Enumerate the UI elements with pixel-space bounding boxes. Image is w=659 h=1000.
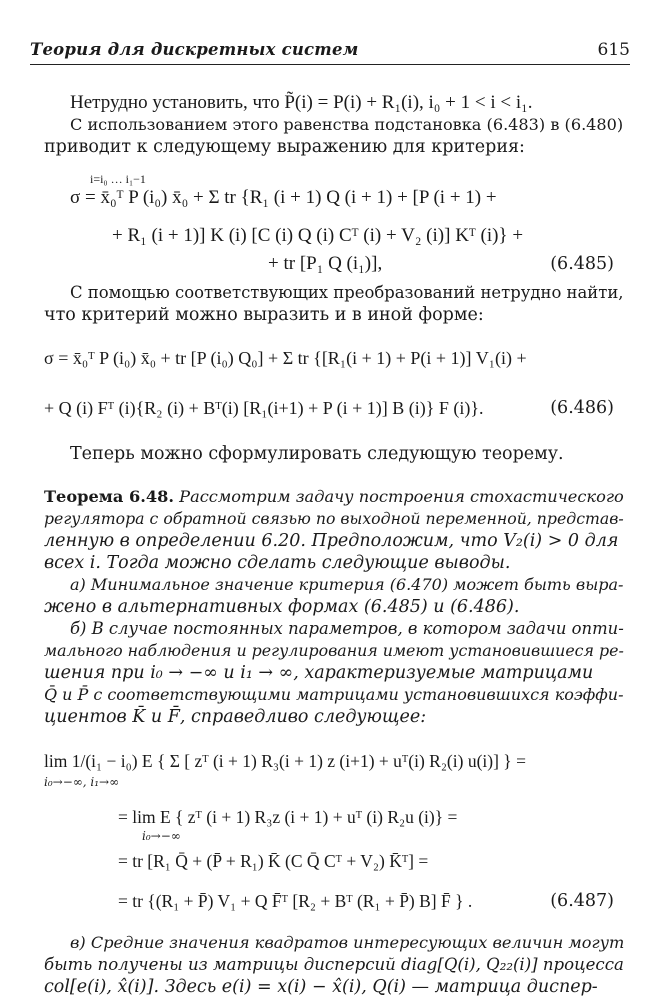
text-line: Теперь можно сформулировать следующую теорему.	[70, 444, 564, 464]
theorem-item-c: col[e(i), x̂(i)]. Здесь e(i) = x(i) − x̂(i), Q(i) — матрица диспер-	[44, 977, 598, 997]
equation-number: (6.486)	[550, 398, 614, 418]
equation-limit-subscript: i₀→−∞	[142, 829, 181, 843]
theorem-item-c: в) Средние значения квадратов интересующих величин могут	[70, 933, 625, 952]
text-line: приводит к следующему выражению для критерия:	[44, 137, 525, 157]
theorem-label: Теорема 6.48.	[44, 487, 175, 506]
theorem-text-line: регулятора с обратной связью по выходной переменной, представ-	[44, 509, 624, 528]
equation-6-487-line: = tr [R₁ Q̄ + (P̄ + R₁) K̄ (C Q̄ Cᵀ + V₂) K̄ᵀ] =	[118, 851, 429, 871]
theorem-item-a: жено в альтернативных формах (6.485) и (6.486).	[44, 597, 520, 617]
page-number: 615	[597, 40, 630, 60]
theorem-first-line	[44, 486, 624, 508]
equation-6-486-line: σ = x̄₀ᵀ P (i₀) x̄₀ + tr [P (i₀) Q₀] + Σ tr {[R₁(i + 1) + P(i + 1)] V₁(i) +	[44, 348, 527, 368]
equation-sum-limits: i=i₀ … i₁−1	[90, 172, 146, 186]
text-line: С помощью соответствующих преобразований нетрудно найти,	[70, 283, 624, 302]
equation-number: (6.485)	[550, 254, 614, 274]
theorem-item-c: быть получены из матрицы дисперсий diag[Q(i), Q₂₂(i)] процесса	[44, 955, 624, 974]
theorem-item-b: мального наблюдения и регулирования имеют установившиеся ре-	[44, 641, 624, 660]
theorem-text: Рассмотрим задачу построения стохастического	[179, 487, 624, 506]
equation-6-485-line: + tr [P₁ Q (i₁)],	[268, 253, 383, 274]
text-line: Нетрудно установить, что P̃(i) = P(i) + R₁(i), i₀ + 1 < i < i₁.	[70, 92, 533, 113]
equation-6-487-line: = lim E { zᵀ (i + 1) R₃z (i + 1) + uᵀ (i) R₂u (i)} =	[118, 807, 458, 827]
equation-6-487-line: = tr {(R₁ + P̄) V₁ + Q F̄ᵀ [R₂ + Bᵀ (R₁ + P̄) B] F̄ } .	[118, 891, 473, 911]
equation-limit-subscript: i₀→−∞, i₁→∞	[44, 775, 120, 789]
theorem-item-b: шения при i₀ → −∞ и i₁ → ∞, характеризуемые матрицами	[44, 663, 594, 683]
theorem-item-a: а) Минимальное значение критерия (6.470) может быть выра-	[70, 575, 624, 594]
running-head	[30, 38, 630, 65]
equation-6-485-line: + R₁ (i + 1)] K (i) [C (i) Q (i) Cᵀ (i) + V₂ (i)] Kᵀ (i)} +	[112, 225, 524, 246]
theorem-item-b: циентов K̄ и F̄, справедливо следующее:	[44, 707, 427, 727]
theorem-text-line: ленную в определении 6.20. Предположим, что V₂(i) > 0 для	[44, 531, 619, 551]
theorem-text-line: всех i. Тогда можно сделать следующие выводы.	[44, 553, 511, 573]
equation-6-486-line: + Q (i) Fᵀ (i){R₂ (i) + Bᵀ(i) [R₁(i+1) + P (i + 1)] B (i)} F (i)}.	[44, 398, 484, 418]
running-head-title: Теория для дискретных систем	[30, 40, 359, 59]
equation-6-487-line: lim 1/(i₁ − i₀) E { Σ [ zᵀ (i + 1) R₃(i + 1) z (i+1) + uᵀ(i) R₂(i) u(i)] } =	[44, 751, 526, 771]
text-line: С использованием этого равенства подстановка (6.483) в (6.480)	[70, 115, 624, 134]
theorem-item-b: б) В случае постоянных параметров, в котором задачи опти-	[70, 619, 624, 638]
theorem-item-b: Q̄ и P̄ с соответствующими матрицами установившихся коэффи-	[44, 685, 624, 704]
equation-number: (6.487)	[550, 891, 614, 911]
equation-6-485-line: σ = x̄₀ᵀ P (i₀) x̄₀ + Σ tr {R₁ (i + 1) Q (i + 1) + [P (i + 1) +	[70, 187, 497, 208]
text-line: что критерий можно выразить и в иной форме:	[44, 305, 484, 325]
